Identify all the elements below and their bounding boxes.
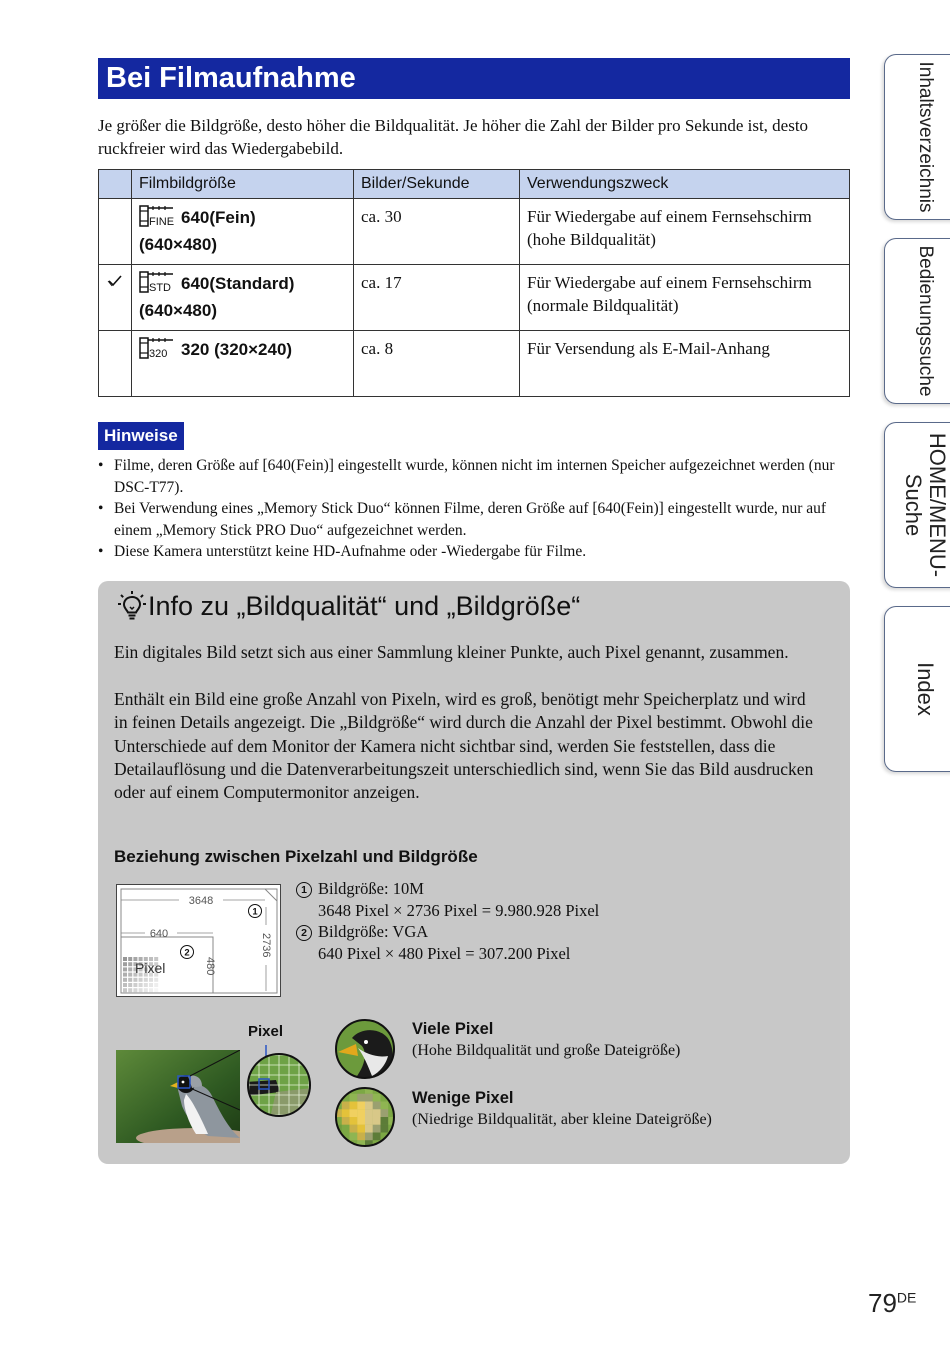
width-10m-label: 3648 bbox=[188, 895, 214, 907]
bird-photo bbox=[116, 1050, 240, 1143]
tab-label: Bedienungssuche bbox=[915, 245, 936, 397]
few-pixels-thumbnail bbox=[334, 1086, 396, 1148]
few-pixels-desc: (Niedrige Bildqualität, aber kleine Dateigröße) bbox=[412, 1111, 712, 1128]
size-vga-pixels: 640 Pixel × 480 Pixel = 307.200 Pixel bbox=[318, 943, 571, 963]
default-mark-cell bbox=[99, 331, 132, 397]
hinweise-badge: Hinweise bbox=[98, 422, 184, 450]
many-pixels-thumbnail bbox=[334, 1018, 396, 1080]
tab-label: HOME/MENU- Suche bbox=[901, 432, 950, 578]
circle-number-icon: 1 bbox=[296, 882, 312, 898]
width-vga-label: 640 bbox=[149, 928, 169, 940]
info-box bbox=[98, 581, 850, 1164]
tab-label: Inhaltsverzeichnis bbox=[915, 61, 936, 213]
size-cell bbox=[132, 265, 354, 331]
tab-index[interactable] bbox=[884, 606, 950, 772]
320-movie-icon bbox=[139, 337, 175, 365]
fine-movie-icon bbox=[139, 205, 175, 233]
tab-bedienungssuche[interactable] bbox=[884, 238, 950, 404]
size-vga-title: Bildgröße: VGA bbox=[318, 922, 429, 941]
circle-number-icon: 2 bbox=[296, 925, 312, 941]
table-row bbox=[99, 331, 850, 397]
list-item: • Diese Kamera unterstützt keine HD-Aufnahme oder -Wiedergabe für Filme. bbox=[98, 541, 850, 563]
size-label: 320 (320×240) bbox=[181, 339, 293, 359]
svg-text:STD: STD bbox=[149, 282, 171, 293]
size-resolution: (640×480) bbox=[139, 235, 217, 254]
table-header-size: Filmbildgröße bbox=[132, 170, 354, 199]
fps-cell: ca. 30 bbox=[354, 199, 520, 265]
size-10m-pixels: 3648 Pixel × 2736 Pixel = 9.980.928 Pixel bbox=[318, 900, 600, 920]
lightbulb-icon bbox=[116, 590, 148, 622]
table-header-mark bbox=[99, 170, 132, 199]
default-check-icon bbox=[107, 274, 123, 288]
pixel-word: Pixel bbox=[135, 960, 166, 976]
height-vga-label: 480 bbox=[204, 957, 216, 976]
info-title bbox=[116, 590, 580, 622]
list-item: • Filme, deren Größe auf [640(Fein)] eingestellt wurde, können nicht im internen Speicher aufgezeichnet werden (nur DSC-T77). bbox=[98, 455, 850, 498]
table-row bbox=[99, 199, 850, 265]
pixel-label: Pixel bbox=[248, 1023, 284, 1040]
table-header-fps: Bilder/Sekunde bbox=[354, 170, 520, 199]
tab-inhaltsverzeichnis[interactable] bbox=[884, 54, 950, 220]
info-paragraph-2: Enthält ein Bild eine große Anzahl von Pixeln, wird es groß, benötigt mehr Speicherplatz und wird in feinen Details angezeigt. Die „Bildgröße“ wird durch die Anzahl der Pixel bestimmt. Obwohl die Unterschiede auf dem Monitor der Kamera nicht sichtbar sind, werden Sie feststellen, dass die Detailauflösung und die Datenverarbeitungszeit unterschiedlich sind, wenn Sie das Bild ausdrucken oder auf einem Computermonitor anzeigen. bbox=[114, 689, 814, 803]
info-title-text: Info zu „Bildqualität“ und „Bildgröße“ bbox=[148, 590, 581, 621]
table-header-row bbox=[99, 170, 850, 199]
tab-label: Index bbox=[913, 662, 938, 716]
size-cell bbox=[132, 199, 354, 265]
svg-text:FINE: FINE bbox=[149, 216, 175, 227]
notes-list bbox=[98, 455, 850, 563]
movie-size-table bbox=[98, 169, 850, 397]
size-label: 640(Standard) bbox=[181, 273, 295, 293]
circle-number-2: 2 bbox=[184, 947, 190, 959]
usage-cell: Für Wiedergabe auf einem Fernsehschirm (hohe Bildqualität) bbox=[520, 199, 850, 265]
height-10m-label: 2736 bbox=[260, 933, 272, 958]
list-item: • Bei Verwendung eines „Memory Stick Duo“ können Filme, deren Größe auf [640(Fein)] eingestellt wurde, nur auf einem „Memory Stick PRO Duo“ aufgezeichnet werden. bbox=[98, 498, 850, 541]
page-number bbox=[868, 1288, 916, 1319]
page-number-suffix: DE bbox=[896, 1289, 917, 1306]
pixel-zoom-circle bbox=[246, 1052, 312, 1118]
tab-home-menu-suche[interactable] bbox=[884, 422, 950, 588]
section-title: Bei Filmaufnahme bbox=[98, 58, 850, 99]
size-resolution: (640×480) bbox=[139, 301, 217, 320]
few-pixels-title: Wenige Pixel bbox=[412, 1089, 514, 1107]
default-mark-cell bbox=[99, 265, 132, 331]
fps-cell: ca. 17 bbox=[354, 265, 520, 331]
table-header-usage: Verwendungszweck bbox=[520, 170, 850, 199]
svg-text:320: 320 bbox=[149, 348, 168, 359]
size-label: 640(Fein) bbox=[181, 207, 256, 227]
intro-text: Je größer die Bildgröße, desto höher die Bildqualität. Je höher die Zahl der Bilder pro Sekunde ist, desto ruckfreier wird das Wiedergabebild. bbox=[98, 116, 809, 158]
pixel-relation-heading: Beziehung zwischen Pixelzahl und Bildgröße bbox=[114, 847, 478, 866]
size-list bbox=[296, 878, 599, 964]
usage-cell: Für Versendung als E-Mail-Anhang bbox=[520, 331, 850, 397]
circle-number-1: 1 bbox=[252, 906, 258, 918]
many-pixels-title: Viele Pixel bbox=[412, 1020, 494, 1038]
many-pixels-desc: (Hohe Bildqualität und große Dateigröße) bbox=[412, 1042, 681, 1059]
size-10m-title: Bildgröße: 10M bbox=[318, 879, 424, 898]
usage-cell: Für Wiedergabe auf einem Fernsehschirm (normale Bildqualität) bbox=[520, 265, 850, 331]
size-cell bbox=[132, 331, 354, 397]
fps-cell: ca. 8 bbox=[354, 331, 520, 397]
many-pixels-text bbox=[412, 1018, 680, 1061]
table-row bbox=[99, 265, 850, 331]
pixel-size-diagram bbox=[116, 884, 281, 997]
page-number-value: 79 bbox=[868, 1288, 897, 1318]
few-pixels-text bbox=[412, 1087, 712, 1130]
default-mark-cell bbox=[99, 199, 132, 265]
std-movie-icon bbox=[139, 271, 175, 299]
info-paragraph-1: Ein digitales Bild setzt sich aus einer Sammlung kleiner Punkte, auch Pixel genannt, zusammen. bbox=[114, 642, 789, 662]
